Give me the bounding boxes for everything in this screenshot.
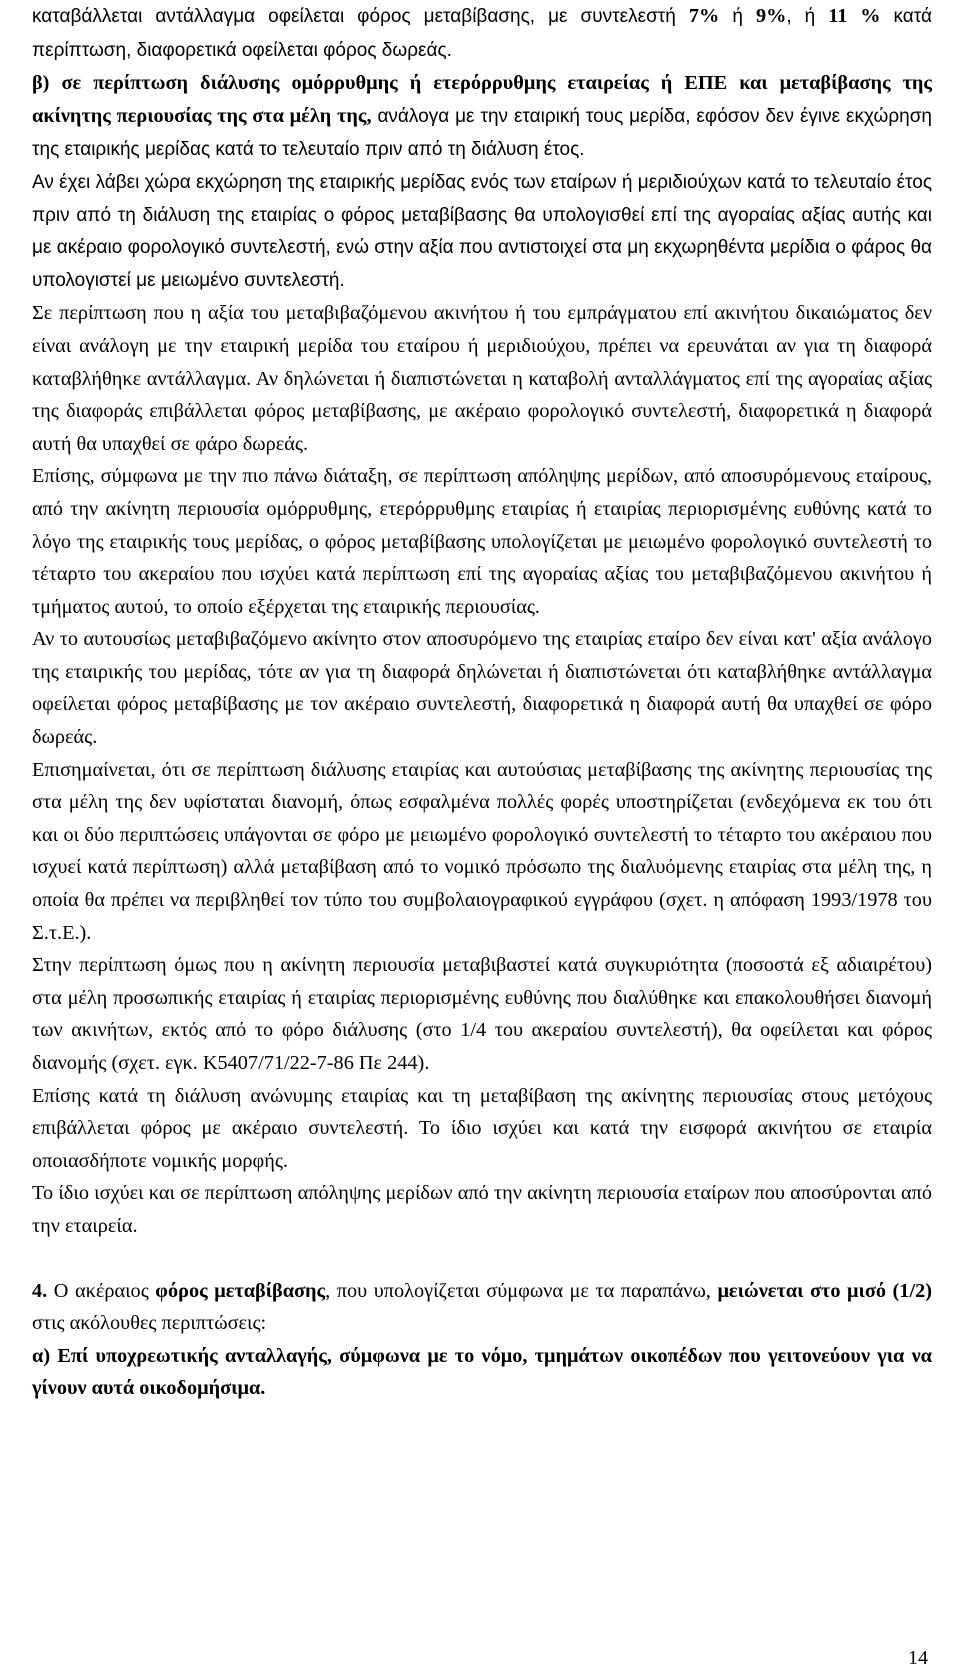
paragraph-assignment: Αν έχει λάβει χώρα εκχώρηση της εταιρικής μερίδας ενός των εταίρων ή μεριδιούχων κατά το τελευταίο έτος πριν από τη διάλυση της εταιρίας ο φόρος μεταβίβασης θα υπολογισθεί επί της αγοραίας αξίας αυτής και με ακέραιο φορολογικό συντελεστή, ενώ στην αξία που αντιστοιχεί στα μη εκχωρηθέντα μερίδια ο φάρος θα υπολογιστεί με μειωμένο συντελεστή. [32, 171, 932, 291]
paragraph-withdrawal: Επίσης, σύμφωνα με την πιο πάνω διάταξη, σε περίπτωση απόληψης μερίδων, από αποσυρόμενους εταίρους, από την ακίνητη περιουσία ομόρρυθμης, ετερόρρυθμης εταιρίας ή εταιρίας περιορισμένης ευθύνης κατά το λόγο της εταιρικής τους μερίδας, ο φόρος μεταβίβασης υπολογίζεται με μειωμένο φορολογικό συντελεστή το τέταρτο του ακεραίου που ισχύει κατά περίπτωση επί της αγοραίας αξίας του μεταβιβαζόμενου ακινήτου ή τμήματος αυτού, το οποίο εξέρχεται της εταιρικής περιουσίας. [32, 465, 932, 618]
rate-11: 11 % [828, 5, 881, 27]
paragraph-gap [32, 1243, 932, 1275]
paragraph-case-a [32, 1340, 932, 1405]
page-number: 14 [908, 1647, 928, 1669]
rates-text-2: ή [719, 6, 756, 27]
section-4-text-3: στις ακόλουθες περιπτώσεις: [32, 1312, 267, 1335]
section-4-text-2: , που υπολογίζεται σύμφωνα με τα παραπάνω, [325, 1279, 718, 1302]
paragraph-section-4 [32, 1275, 932, 1340]
rate-9: 9% [755, 5, 787, 27]
case-a-text: α) Επί υποχρεωτικής ανταλλαγής, σύμφωνα με το νόμο, τμημάτων οικοπέδων που γειτονεύουν για να γίνουν αυτά οικοδομήσιμα. [32, 1344, 932, 1400]
rates-text-3: , ή [786, 6, 829, 27]
paragraph-co-ownership: Στην περίπτωση όμως που η ακίνητη περιουσία μεταβιβαστεί κατά συγκυριότητα (ποσοστά εξ αδιαιρέτου) στα μέλη προσωπικής εταιρίας ή εταιρίας περιορισμένης ευθύνης που διαλύθηκε και επακολουθήσει διανομή των ακινήτων, εκτός από το φόρο διάλυσης (στο 1/4 του ακεραίου συντελεστή), θα οφείλεται και φόρος διανομής (σχετ. εγκ. Κ5407/71/22-7-86 Πε 244). [32, 954, 932, 1074]
dissolution-heading: β) σε περίπτωση διάλυσης ομόρρυθμης ή ετερόρρυθμης εταιρείας ή ΕΠΕ και μεταβίβασης της ακίνητης περιουσίας της στα μέλη της, [32, 72, 932, 127]
section-4-text-1: Ο ακέραιος [47, 1279, 156, 1302]
paragraph-anonymous-company: Επίσης κατά τη διάλυση ανώνυμης εταιρίας και τη μεταβίβαση της ακίνητης περιουσίας στους μετόχους επιβάλλεται φόρος με ακέραιο συντελεστή. Το ίδιο ισχύει και κατά την εισφορά ακινήτου σε εταιρία οποιασδήποτε νομικής μορφής. [32, 1084, 932, 1172]
rate-7: 7% [688, 5, 720, 27]
reduced-half-term: μειώνεται στο μισό (1/2) [717, 1279, 932, 1302]
paragraph-same-applies: Το ίδιο ισχύει και σε περίπτωση απόληψης μερίδων από την ακίνητη περιουσία εταίρων που αποσύρονται από την εταιρεία. [32, 1182, 932, 1237]
paragraph-note: Επισημαίνεται, ότι σε περίπτωση διάλυσης εταιρίας και αυτούσιας μεταβίβασης της ακίνητης περιουσίας της στα μέλη της δεν υφίσταται διανομή, όπως εσφαλμένα πολλές φορές υποστηρίζεται (ενδεχόμενα εκ του ότι και οι δύο περιπτώσεις υπάγονται σε φόρο με μειωμένο φορολογικό συντελεστή το τέταρτο του ακέραιου που ισχυεί κατά περίπτωση) αλλά μεταβίβαση από το νομικό πρόσωπο της διαλυόμενης εταιρίας στα μέλη της, η οποία θα πρέπει να περιβληθεί τον τύπο του συμβολαιογραφικού εγγράφου (σχετ. η απόφαση 1993/1978 του Σ.τ.Ε.). [32, 758, 932, 944]
dissolution-text: ανάλογα με την εταιρική τους μερίδα, εφόσον δεν έγινε εκχώρηση της εταιρικής μερίδας κατά το τελευταίο πριν από τη διάλυση έτος. [32, 105, 932, 161]
paragraph-disproportion: Σε περίπτωση που η αξία του μεταβιβαζόμενου ακινήτου ή του εμπράγματου επί ακινήτου δικαιώματος δεν είναι ανάλογη με την εταιρική μερίδα του εταίρου ή μεριδιούχου, πρέπει να ερευνάται αν για τη διαφορά καταβλήθηκε αντάλλαγμα. Αν δηλώνεται ή διαπιστώνεται η καταβολή ανταλλάγματος επί της αγοραίας αξίας της διαφοράς επιβάλλεται φόρος μεταβίβασης, με ακέραιο φορολογικό συντελεστή, διαφορετικά η διαφορά αυτή θα υπαχθεί σε φάρο δωρεάς. [32, 302, 932, 455]
rates-text-4: κατά περίπτωση, διαφορετικά οφείλεται φόρος δωρεάς. [32, 6, 933, 61]
transfer-tax-term: φόρος μεταβίβασης [155, 1279, 326, 1302]
paragraph-rates [32, 0, 932, 67]
paragraph-dissolution [32, 67, 932, 167]
paragraph-withdrawing-partner: Αν το αυτουσίως μεταβιβαζόμενο ακίνητο στον αποσυρόμενο της εταιρίας εταίρο δεν είναι κατ' αξία ανάλογο της εταιρικής του μερίδας, τότε αν για τη διαφορά δηλώνεται ή διαπιστώνεται ότι καταβλήθηκε αντάλλαγμα οφείλεται φόρος μεταβίβασης με τον ακέραιο συντελεστή, διαφορετικά η διαφορά αυτή θα υπαχθεί σε φόρο δωρεάς. [32, 628, 932, 749]
document-page [32, 0, 932, 1405]
section-number: 4. [32, 1279, 48, 1302]
rates-text-1: καταβάλλεται αντάλλαγμα οφείλεται φόρος μεταβίβασης, με συντελεστή [32, 6, 689, 27]
